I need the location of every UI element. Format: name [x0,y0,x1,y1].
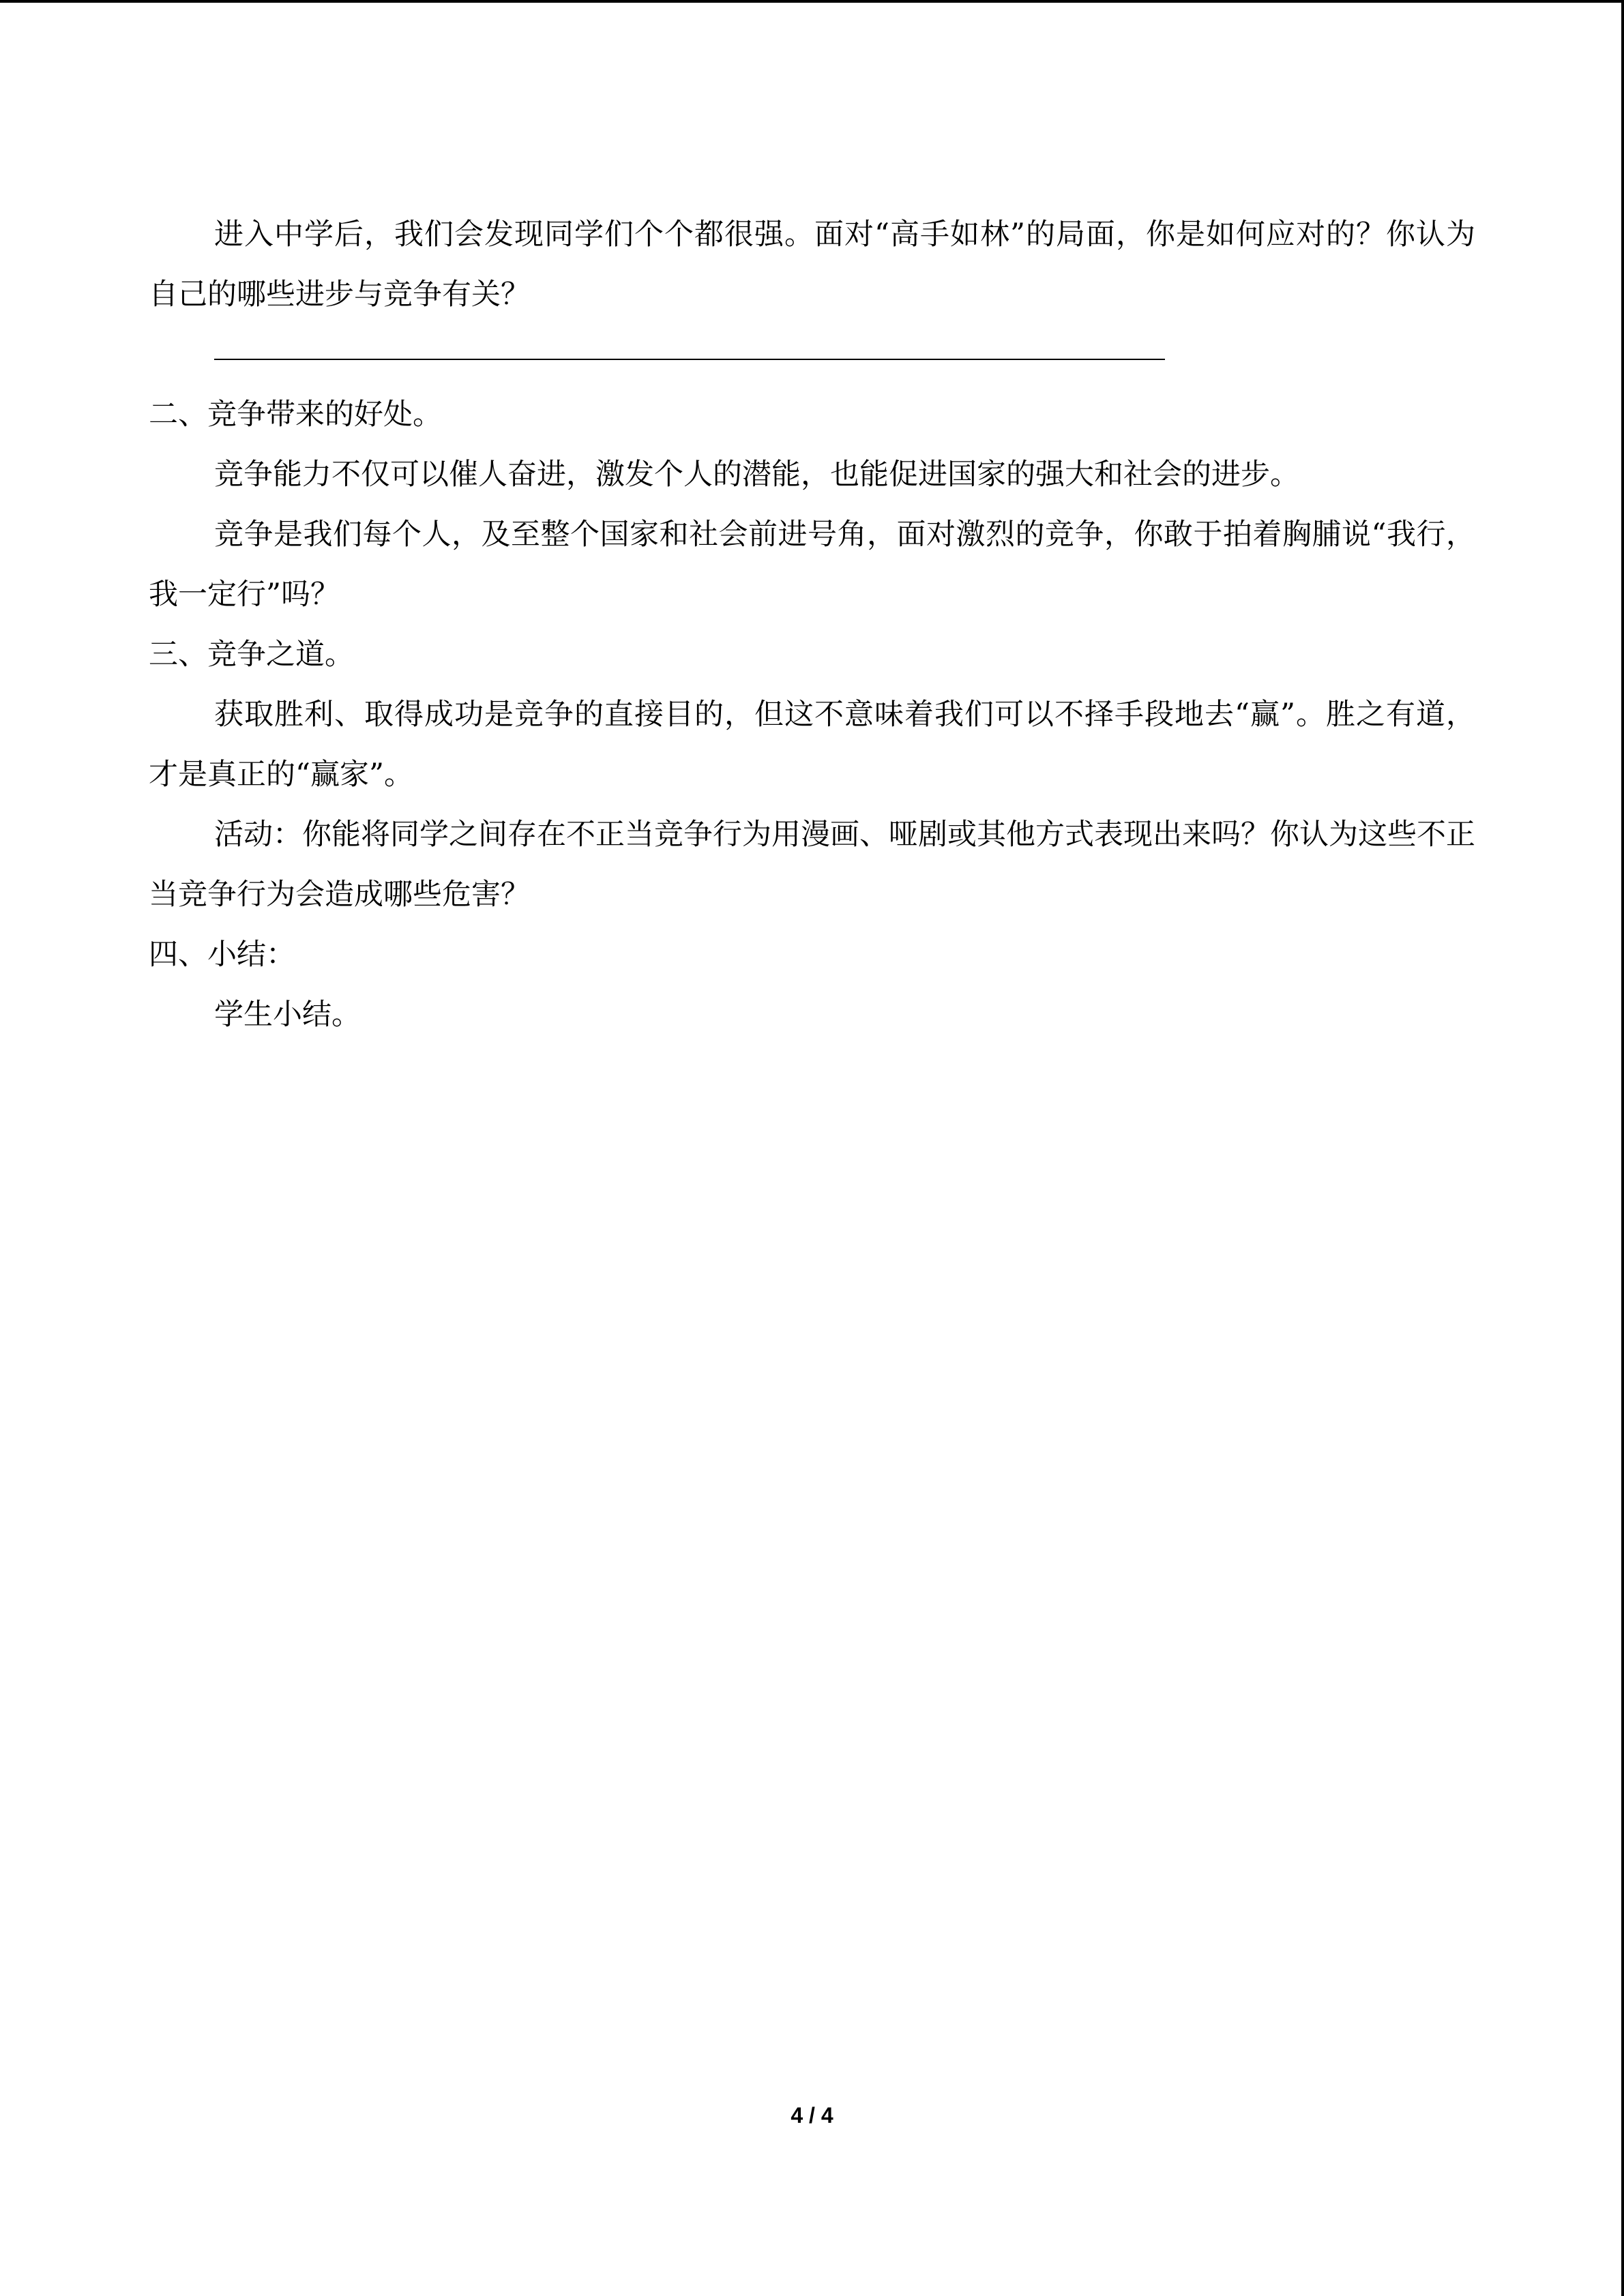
section-2-paragraph-1: 竞争能力不仅可以催人奋进，激发个人的潜能，也能促进国家的强大和社会的进步。 [214,458,1299,492]
page-number: 4 / 4 [791,2103,833,2128]
section-3-heading: 三、竞争之道。 [149,638,354,672]
section-2-paragraph-2: 竞争是我们每个人，及至整个国家和社会前进号角，面对激烈的竞争，你敢于拍着胸脯说“我行，我一定行”吗？ [149,518,1475,612]
page-top-border [0,0,1624,3]
page-right-border [1621,0,1624,2296]
answer-underline [214,359,1165,360]
answer-blank [149,325,1475,385]
intro-paragraph: 进入中学后，我们会发现同学们个个都很强。面对“高手如林”的局面，你是如何应对的？你认为自己的哪些进步与竞争有关？ [149,218,1475,312]
document-body [149,205,1475,1045]
section-4-heading: 四、小结： [149,938,295,972]
section-3-paragraph-1: 获取胜利、取得成功是竞争的直接目的，但这不意味着我们可以不择手段地去“赢”。胜之有道，才是真正的“赢家”。 [149,698,1475,792]
section-2-heading: 二、竞争带来的好处。 [149,398,442,432]
section-4-paragraph-1: 学生小结。 [214,998,361,1032]
section-3-activity: 活动：你能将同学之间存在不正当竞争行为用漫画、哑剧或其他方式表现出来吗？你认为这些不正当竞争行为会造成哪些危害？ [149,818,1475,912]
